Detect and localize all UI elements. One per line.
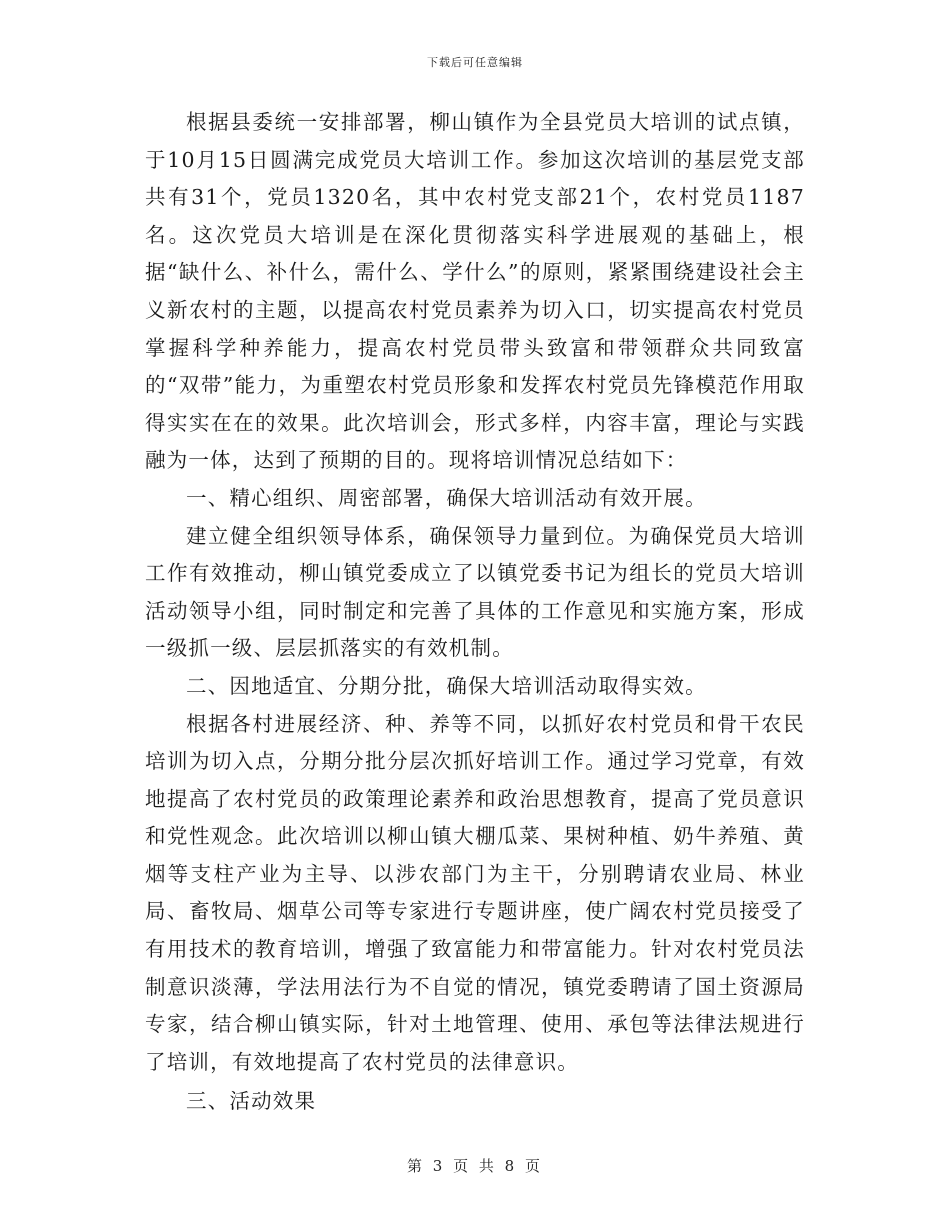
section-2-paragraph: 根据各村进展经济、种、养等不同，以抓好农村党员和骨干农民培训为切入点，分期分批分层次抓好培训工作。通过学习党章，有效地提高了农村党员的政策理论素养和政治思想教育，提高了党员意识和党性观念。此次培训以柳山镇大棚瓜菜、果树种植、奶牛养殖、黄烟等支柱产业为主导、以涉农部门为主干，分别聘请农业局、林业局、畜牧局、烟草公司等专家进行专题讲座，使广阔农村党员接受了有用技术的教育培训，增强了致富能力和带富能力。针对农村党员法制意识淡薄，学法用法行为不自觉的情况，镇党委聘请了国土资源局专家，结合柳山镇实际，针对土地管理、使用、承包等法律法规进行了培训，有效地提高了农村党员的法律意识。 — [145, 711, 805, 1074]
page-header: 下载后可任意编辑 — [427, 56, 523, 69]
section-2-heading: 二、因地适宜、分期分批，确保大培训活动取得实效。 — [186, 673, 707, 698]
section-1-heading: 一、精心组织、周密部署，确保大培训活动有效开展。 — [186, 485, 707, 510]
page-number: 第 3 页 共 8 页 — [407, 1157, 543, 1175]
intro-paragraph: 根据县委统一安排部署，柳山镇作为全县党员大培训的试点镇，于10月15日圆满完成党员大培训工作。参加这次培训的基层党支部共有31个，党员1320名，其中农村党支部21个，农村党员1187名。这次党员大培训是在深化贯彻落实科学进展观的基础上，根据“缺什么、补什么，需什么、学什么”的原则，紧紧围绕建设社会主义新农村的主题，以提高农村党员素养为切入口，切实提高农村党员掌握科学种养能力，提高农村党员带头致富和带领群众共同致富的“双带”能力，为重塑农村党员形象和发挥农村党员先锋模范作用取得实实在在的效果。此次培训会，形式多样，内容丰富，理论与实践融为一体，达到了预期的目的。现将培训情况总结如下： — [145, 110, 805, 473]
section-3-heading: 三、活动效果 — [186, 1089, 317, 1114]
section-1-paragraph: 建立健全组织领导体系，确保领导力量到位。为确保党员大培训工作有效推动，柳山镇党委成立了以镇党委书记为组长的党员大培训活动领导小组，同时制定和完善了具体的工作意见和实施方案，形成一级抓一级、层层抓落实的有效机制。 — [145, 523, 805, 661]
document-body — [145, 104, 805, 1121]
